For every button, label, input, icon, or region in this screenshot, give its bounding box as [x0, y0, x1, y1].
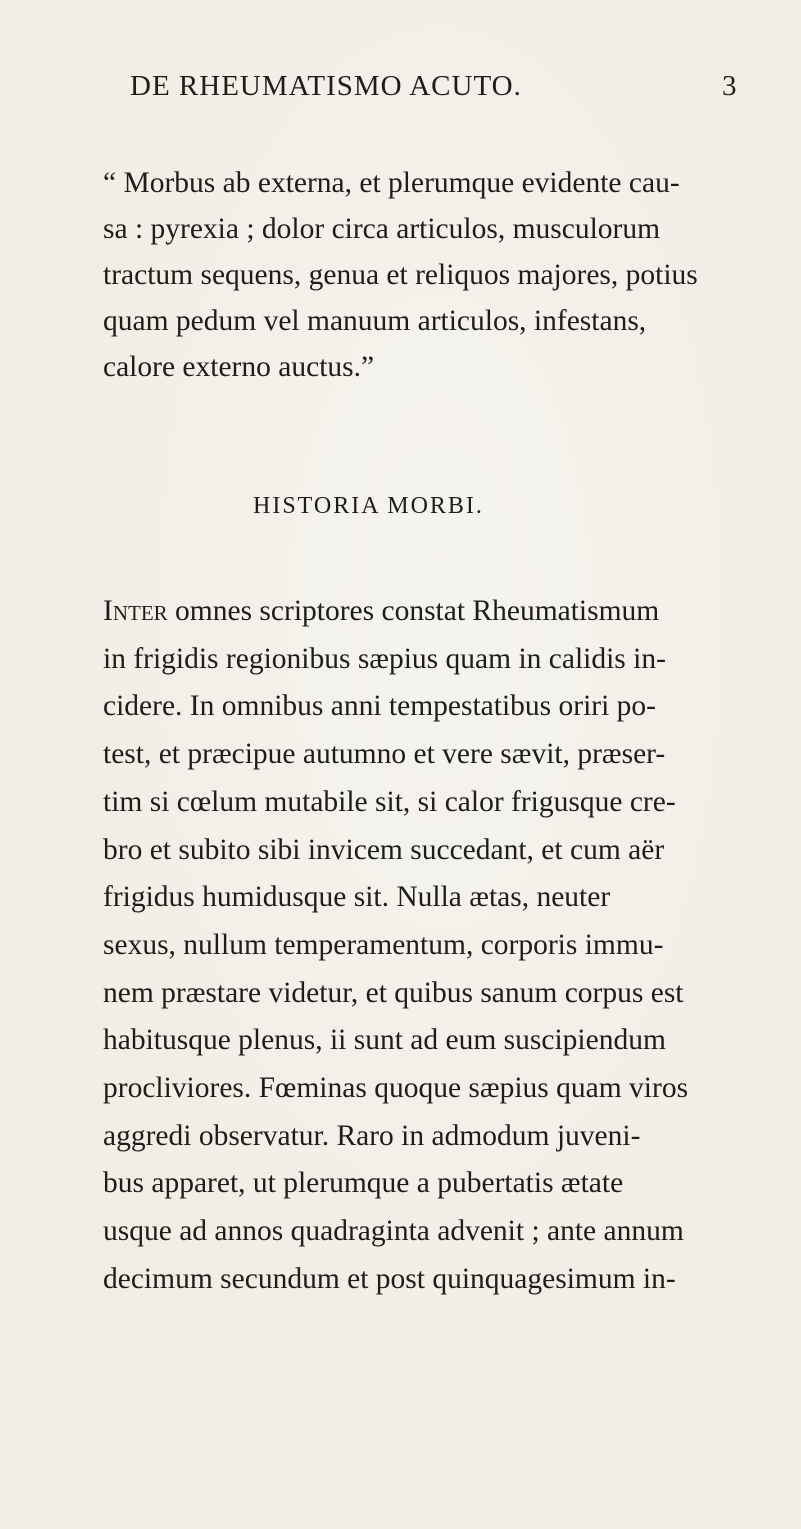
- body-line: test, et præcipue autumno et vere sævit, præser-: [103, 738, 666, 771]
- body-line: bus apparet, ut plerumque a pubertatis ætate: [103, 1167, 624, 1200]
- body-line: decimum secundum et post quinquagesimum in-: [103, 1262, 676, 1295]
- body-line: cidere. In omnibus anni tempestatibus oriri po-: [103, 690, 656, 723]
- body-line: usque ad annos quadraginta advenit ; ante annum: [103, 1215, 684, 1248]
- quote-line: “ Morbus ab externa, et plerumque evidente cau-: [103, 167, 680, 199]
- body-line: bro et subito sibi invicem succedant, et cum aër: [103, 833, 665, 866]
- lead-word: Inter: [103, 595, 168, 627]
- quote-line: tractum sequens, genua et reliquos majores, potius: [103, 259, 698, 291]
- body-line: nem præstare videtur, et quibus sanum corpus est: [103, 976, 684, 1009]
- quote-line: quam pedum vel manuum articulos, infestans,: [103, 305, 647, 337]
- body-line: frigidus humidusque sit. Nulla ætas, neuter: [103, 881, 611, 914]
- body-line: in frigidis regionibus sæpius quam in calidis in-: [103, 642, 666, 675]
- running-header: [130, 70, 650, 103]
- body-line: [103, 588, 723, 636]
- body-line: sexus, nullum temperamentum, corporis immu-: [103, 928, 664, 961]
- definition-quote: [103, 160, 703, 390]
- body-paragraph: [103, 588, 723, 1304]
- running-title: DE RHEUMATISMO ACUTO.: [130, 70, 522, 102]
- body-line: tim si cœlum mutabile sit, si calor frigusque cre-: [103, 785, 676, 818]
- body-line: habitusque plenus, ii sunt ad eum suscipiendum: [103, 1024, 666, 1057]
- quote-line: calore externo auctus.”: [103, 351, 375, 383]
- section-heading: HISTORIA MORBI.: [253, 493, 484, 519]
- body-line: procliviores. Fœminas quoque sæpius quam viros: [103, 1072, 689, 1105]
- body-line: aggredi observatur. Raro in admodum juveni-: [103, 1119, 641, 1152]
- quote-line: sa : pyrexia ; dolor circa articulos, musculorum: [103, 213, 661, 245]
- page-number: 3: [722, 70, 737, 102]
- body-line-text: omnes scriptores constat Rheumatismum: [167, 595, 660, 627]
